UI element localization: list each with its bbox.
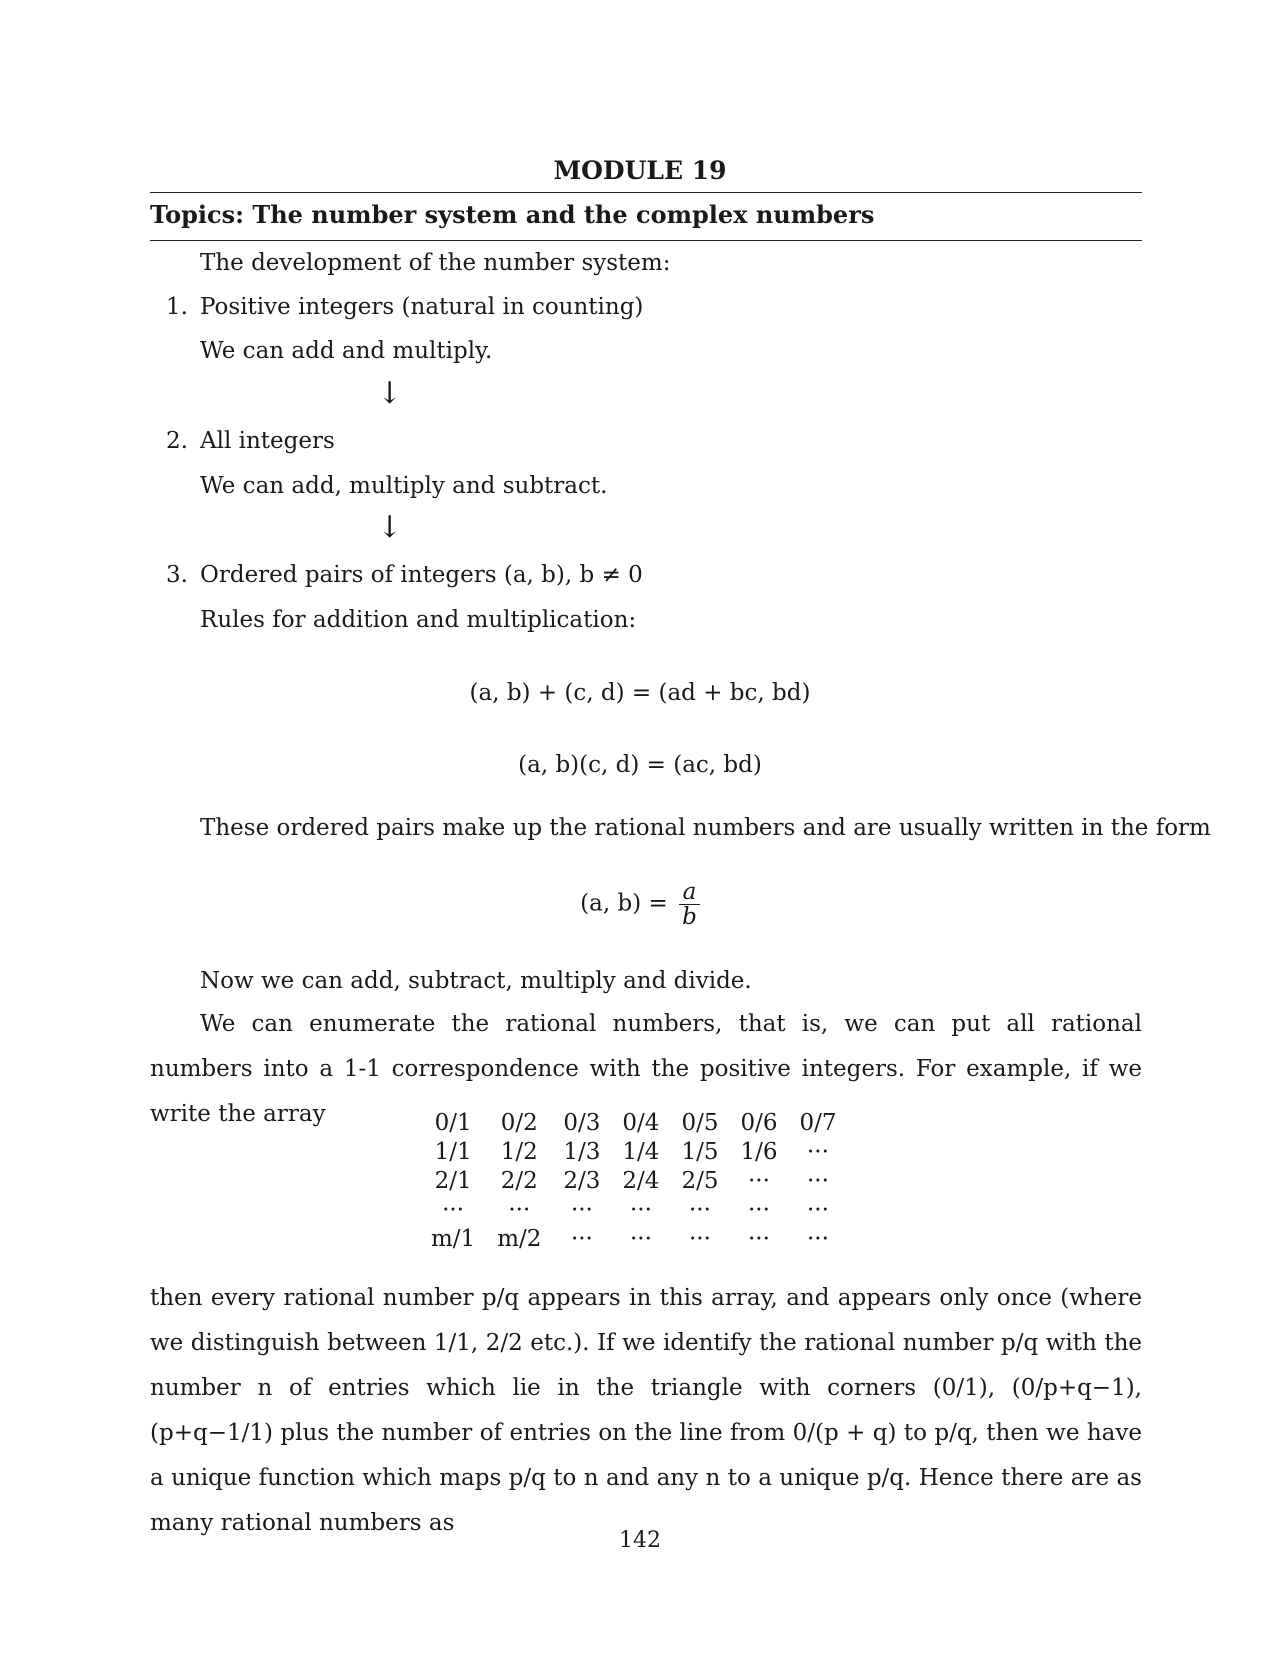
fraction-denominator: b bbox=[682, 904, 697, 931]
array-cell: ··· bbox=[747, 1225, 770, 1252]
array-cell: 0/4 bbox=[622, 1109, 660, 1136]
array-row bbox=[420, 1108, 847, 1137]
array-cell: 1/1 bbox=[434, 1138, 472, 1165]
array-cell: 1/2 bbox=[500, 1138, 538, 1165]
array-cell: ··· bbox=[442, 1196, 465, 1223]
array-cell: ··· bbox=[807, 1196, 829, 1223]
addition-equation: (a, b) + (c, d) = (ad + bc, bd) bbox=[469, 680, 811, 706]
conclusion-paragraph: then every rational number p/q appears in this array, and appears only once (where we distinguish between 1/1, 2/2 etc.). If we identify the rational number p/q with the number n of entries which lie in the triangle with corners (0/1), (0/p+q−1), (p+q−1/1) plus the number of entries on the line from 0/(p + q) to p/q, then we have a unique function which maps p/q to n and any n to a unique p/q. Hence there are as many rational numbers as bbox=[150, 1285, 1142, 1536]
multiplication-equation: (a, b)(c, d) = (ac, bd) bbox=[518, 752, 762, 778]
step-1-title: Positive integers (natural in counting) bbox=[200, 294, 644, 320]
array-cell: ··· bbox=[807, 1138, 829, 1165]
ordered-pairs-text: These ordered pairs make up the rational numbers and are usually written in the form bbox=[200, 815, 1211, 841]
topics-heading: Topics: The number system and the complex numbers bbox=[150, 200, 875, 229]
step-1-note: We can add and multiply. bbox=[200, 338, 493, 364]
array-cell: 0/3 bbox=[563, 1109, 601, 1136]
array-cell: 0/5 bbox=[681, 1109, 719, 1136]
array-cell: 2/1 bbox=[434, 1167, 472, 1194]
array-cell: ··· bbox=[508, 1196, 531, 1223]
array-cell: ··· bbox=[570, 1196, 593, 1223]
step-2-note: We can add, multiply and subtract. bbox=[200, 473, 608, 499]
array-cell: 1/4 bbox=[622, 1138, 660, 1165]
module-title: MODULE 19 bbox=[553, 156, 727, 185]
array-cell: 1/6 bbox=[740, 1138, 778, 1165]
array-cell: ··· bbox=[807, 1225, 829, 1252]
array-cell: 2/5 bbox=[681, 1167, 719, 1194]
fraction-numerator: a bbox=[679, 880, 700, 905]
array-cell: ··· bbox=[629, 1196, 652, 1223]
step-2-number: 2. bbox=[166, 428, 188, 454]
top-rule bbox=[150, 192, 1142, 193]
array-cell: 2/3 bbox=[563, 1167, 601, 1194]
array-cell: 1/3 bbox=[563, 1138, 601, 1165]
rational-array bbox=[420, 1108, 847, 1253]
array-cell: 0/6 bbox=[740, 1109, 778, 1136]
array-cell: ··· bbox=[570, 1225, 593, 1252]
array-cell: 1/5 bbox=[681, 1138, 719, 1165]
step-3-title: Ordered pairs of integers (a, b), b ≠ 0 bbox=[200, 562, 643, 588]
array-cell: ··· bbox=[688, 1225, 711, 1252]
array-cell: 0/1 bbox=[434, 1109, 472, 1136]
fraction-lhs: (a, b) = bbox=[580, 890, 668, 917]
array-cell: 2/2 bbox=[500, 1167, 538, 1194]
step-2-title: All integers bbox=[200, 428, 335, 454]
step-3-number: 3. bbox=[166, 562, 188, 588]
array-cell: ··· bbox=[747, 1196, 770, 1223]
down-arrow-icon: ↓ bbox=[377, 510, 403, 545]
step-3-note: Rules for addition and multiplication: bbox=[200, 607, 637, 633]
now-we-can-text: Now we can add, subtract, multiply and divide. bbox=[200, 968, 752, 994]
fraction bbox=[679, 880, 700, 929]
array-cell: 2/4 bbox=[622, 1167, 660, 1194]
array-cell: 0/2 bbox=[500, 1109, 538, 1136]
array-cell: ··· bbox=[688, 1196, 711, 1223]
array-cell: ··· bbox=[807, 1167, 829, 1194]
enumerate-paragraph: We can enumerate the rational numbers, that is, we can put all rational numbers into a 1-1 correspondence with the positive integers. For example, if we write the array bbox=[150, 1011, 1142, 1127]
array-cell: m/2 bbox=[497, 1225, 542, 1252]
array-row bbox=[420, 1137, 847, 1166]
array-row bbox=[420, 1224, 847, 1253]
down-arrow-icon: ↓ bbox=[377, 376, 403, 411]
array-cell: ··· bbox=[747, 1167, 770, 1194]
array-cell: ··· bbox=[629, 1225, 652, 1252]
array-row bbox=[420, 1166, 847, 1195]
fraction-equation bbox=[0, 880, 1280, 929]
step-1-number: 1. bbox=[166, 294, 188, 320]
array-cell: m/1 bbox=[431, 1225, 476, 1252]
page-number: 142 bbox=[619, 1528, 661, 1553]
array-row bbox=[420, 1195, 847, 1224]
array-cell: 0/7 bbox=[799, 1109, 837, 1136]
bottom-rule bbox=[150, 240, 1142, 241]
intro-text: The development of the number system: bbox=[200, 250, 671, 276]
